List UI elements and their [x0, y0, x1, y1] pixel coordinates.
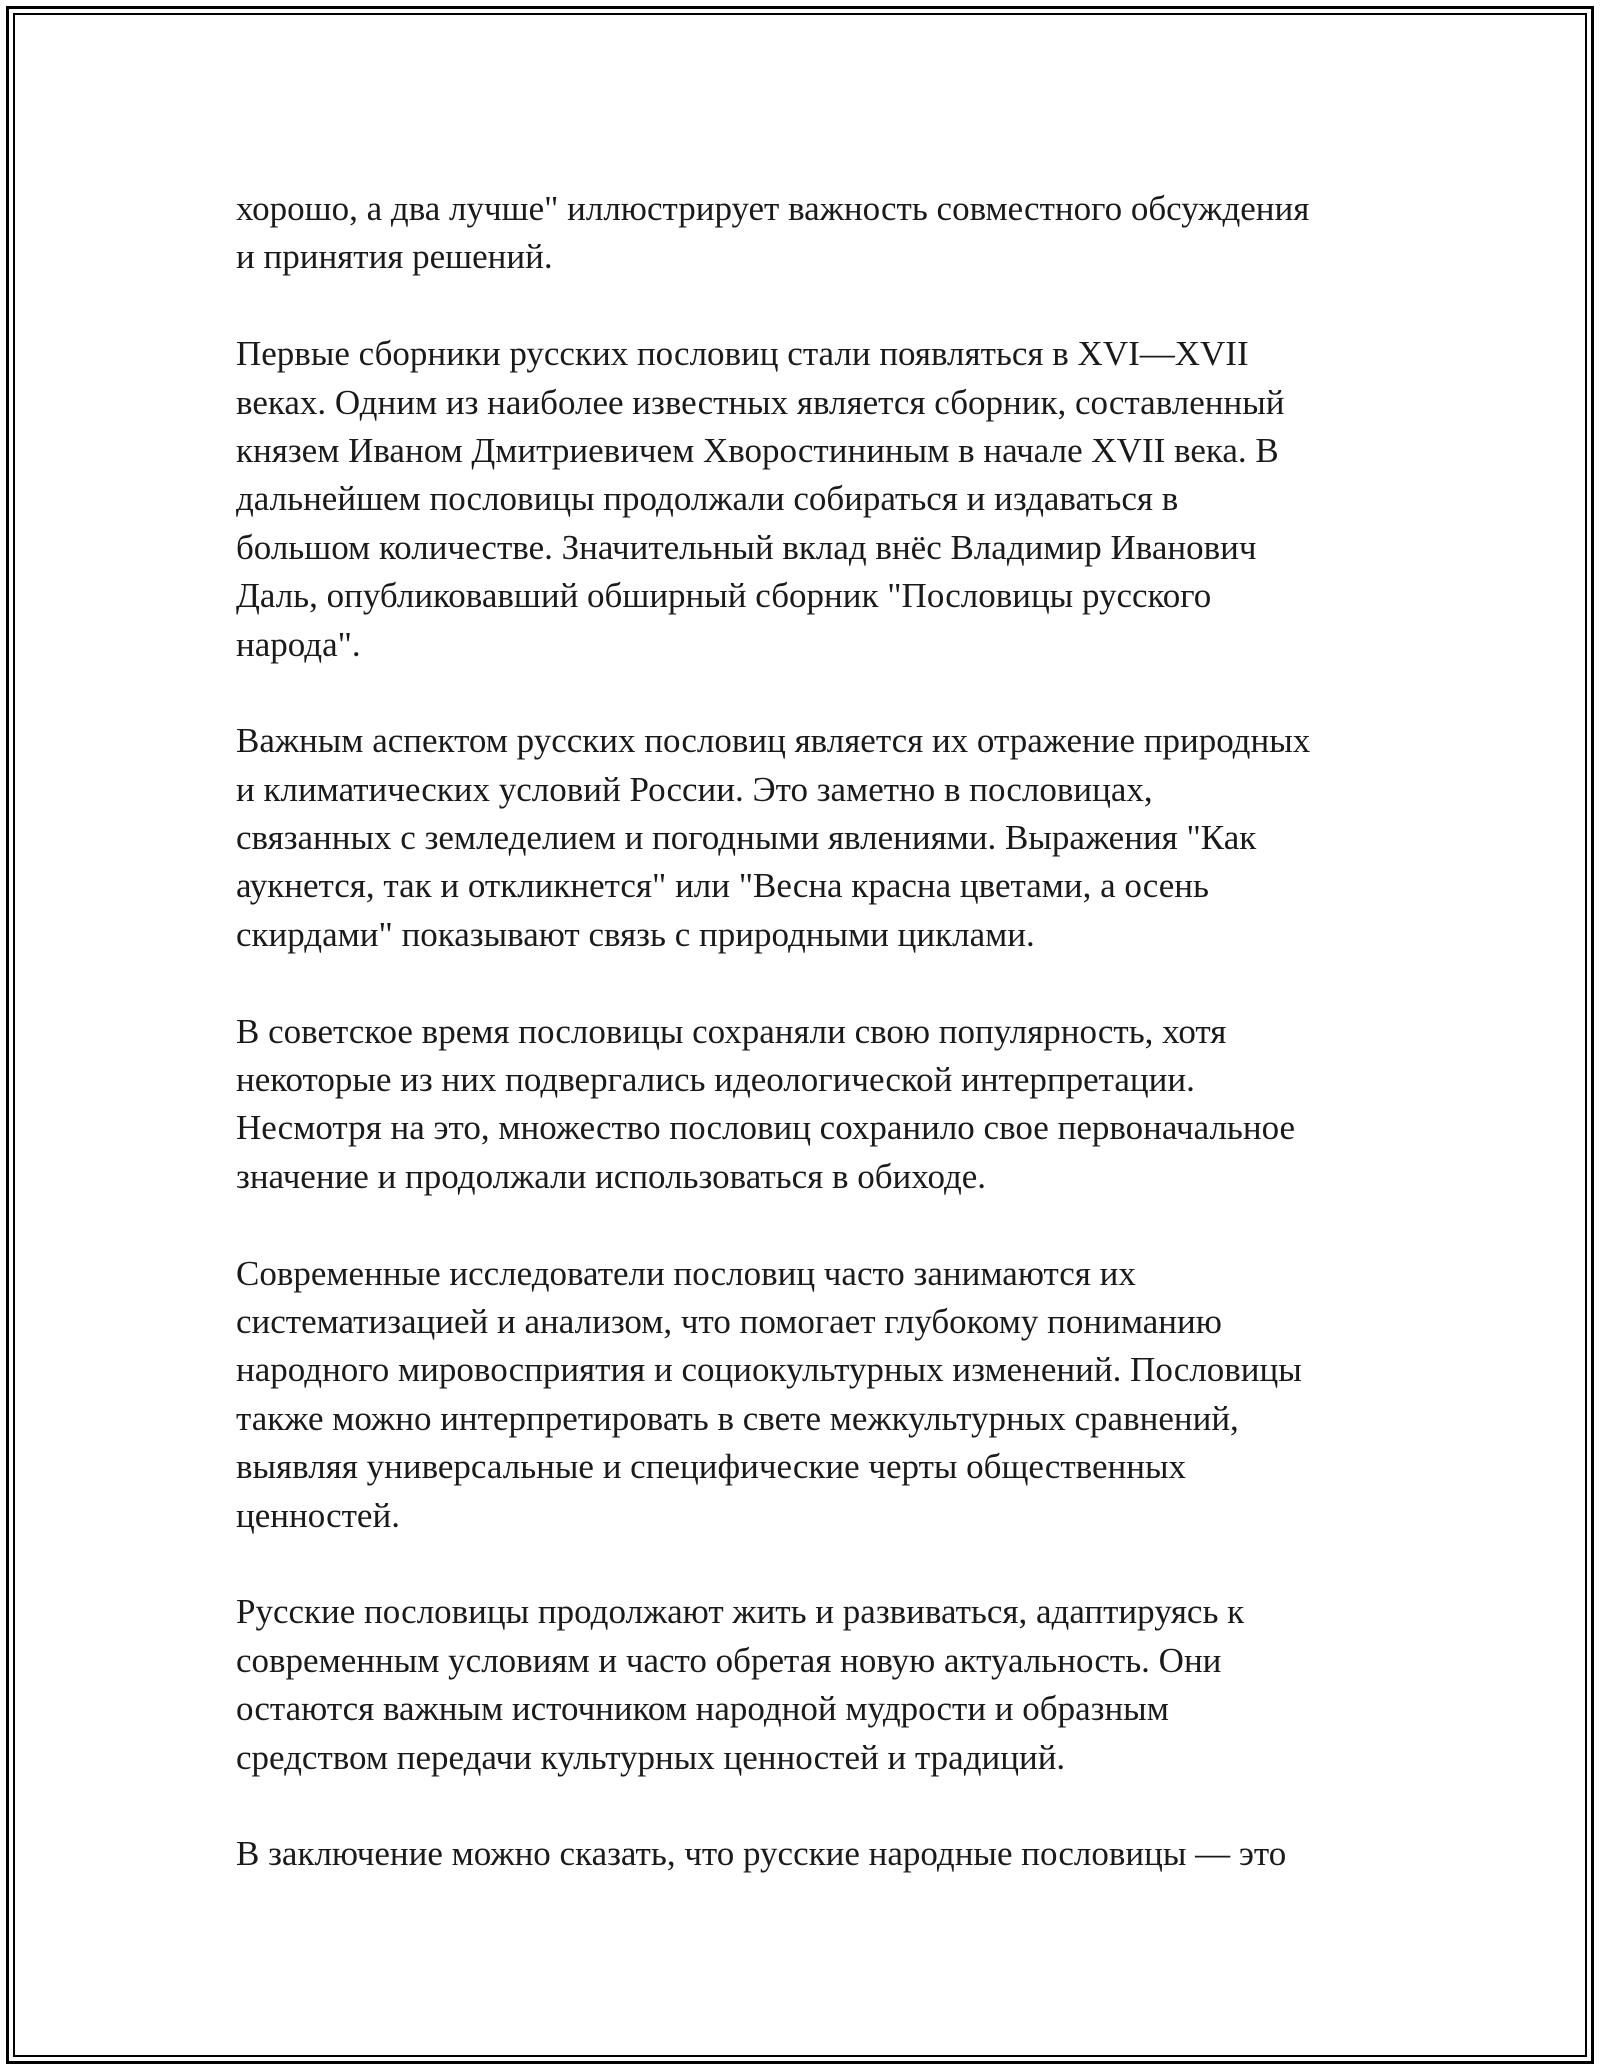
paragraph: [236, 1008, 1376, 1202]
text-line: Современные исследователи пословиц часто занимаются их: [236, 1253, 1136, 1293]
paragraph: [236, 717, 1376, 959]
text-line: веках. Одним из наиболее известных является сборник, составленный: [236, 382, 1285, 422]
paragraph: [236, 1250, 1376, 1540]
text-line: значение и продолжали использоваться в обиходе.: [236, 1156, 987, 1196]
text-line: В заключение можно сказать, что русские народные пословицы — это: [236, 1834, 1287, 1874]
text-line: В советское время пословицы сохраняли свою популярность, хотя: [236, 1011, 1227, 1051]
text-line: князем Иваном Дмитриевичем Хворостининым в начале XVII века. В: [236, 430, 1279, 470]
text-line: и климатических условий России. Это заметно в пословицах,: [236, 769, 1153, 809]
text-line: дальнейшем пословицы продолжали собираться и издаваться в: [236, 479, 1179, 519]
text-line: систематизацией и анализом, что помогает глубокому пониманию: [236, 1301, 1222, 1341]
text-line: и принятия решений.: [236, 237, 553, 277]
text-line: ценностей.: [236, 1495, 400, 1535]
paragraph: [236, 1830, 1376, 1878]
paragraph: [236, 185, 1376, 282]
text-line: Русские пословицы продолжают жить и развиваться, адаптируясь к: [236, 1592, 1245, 1632]
text-line: связанных с земледелием и погодными явлениями. Выражения "Как: [236, 818, 1257, 858]
document-body: [236, 185, 1376, 1927]
text-line: аукнется, так и откликнется" или "Весна красна цветами, а осень: [236, 866, 1209, 906]
text-line: Важным аспектом русских пословиц является их отражение природных: [236, 721, 1311, 761]
text-line: народного мировосприятия и социокультурных изменений. Пословицы: [236, 1350, 1302, 1390]
text-line: большом количестве. Значительный вклад внёс Владимир Иванович: [236, 527, 1257, 567]
text-line: Несмотря на это, множество пословиц сохранило свое первоначальное: [236, 1108, 1296, 1148]
text-line: выявляя универсальные и специфические черты общественных: [236, 1447, 1186, 1487]
text-line: Даль, опубликовавший обширный сборник "Пословицы русского: [236, 576, 1212, 616]
text-line: остаются важным источником народной мудрости и образным: [236, 1689, 1169, 1729]
paragraph: [236, 1588, 1376, 1782]
text-line: также можно интерпретировать в свете межкультурных сравнений,: [236, 1398, 1239, 1438]
text-line: скирдами" показывают связь с природными циклами.: [236, 914, 1035, 954]
text-line: Первые сборники русских пословиц стали появляться в XVI—XVII: [236, 334, 1249, 374]
text-line: народа".: [236, 624, 361, 664]
paragraph: [236, 330, 1376, 669]
text-line: некоторые из них подвергались идеологической интерпретации.: [236, 1060, 1195, 1100]
text-line: средством передачи культурных ценностей и традиций.: [236, 1737, 1066, 1777]
text-line: современным условиям и часто обретая новую актуальность. Они: [236, 1640, 1222, 1680]
text-line: хорошо, а два лучше" иллюстрирует важность совместного обсуждения: [236, 189, 1310, 228]
